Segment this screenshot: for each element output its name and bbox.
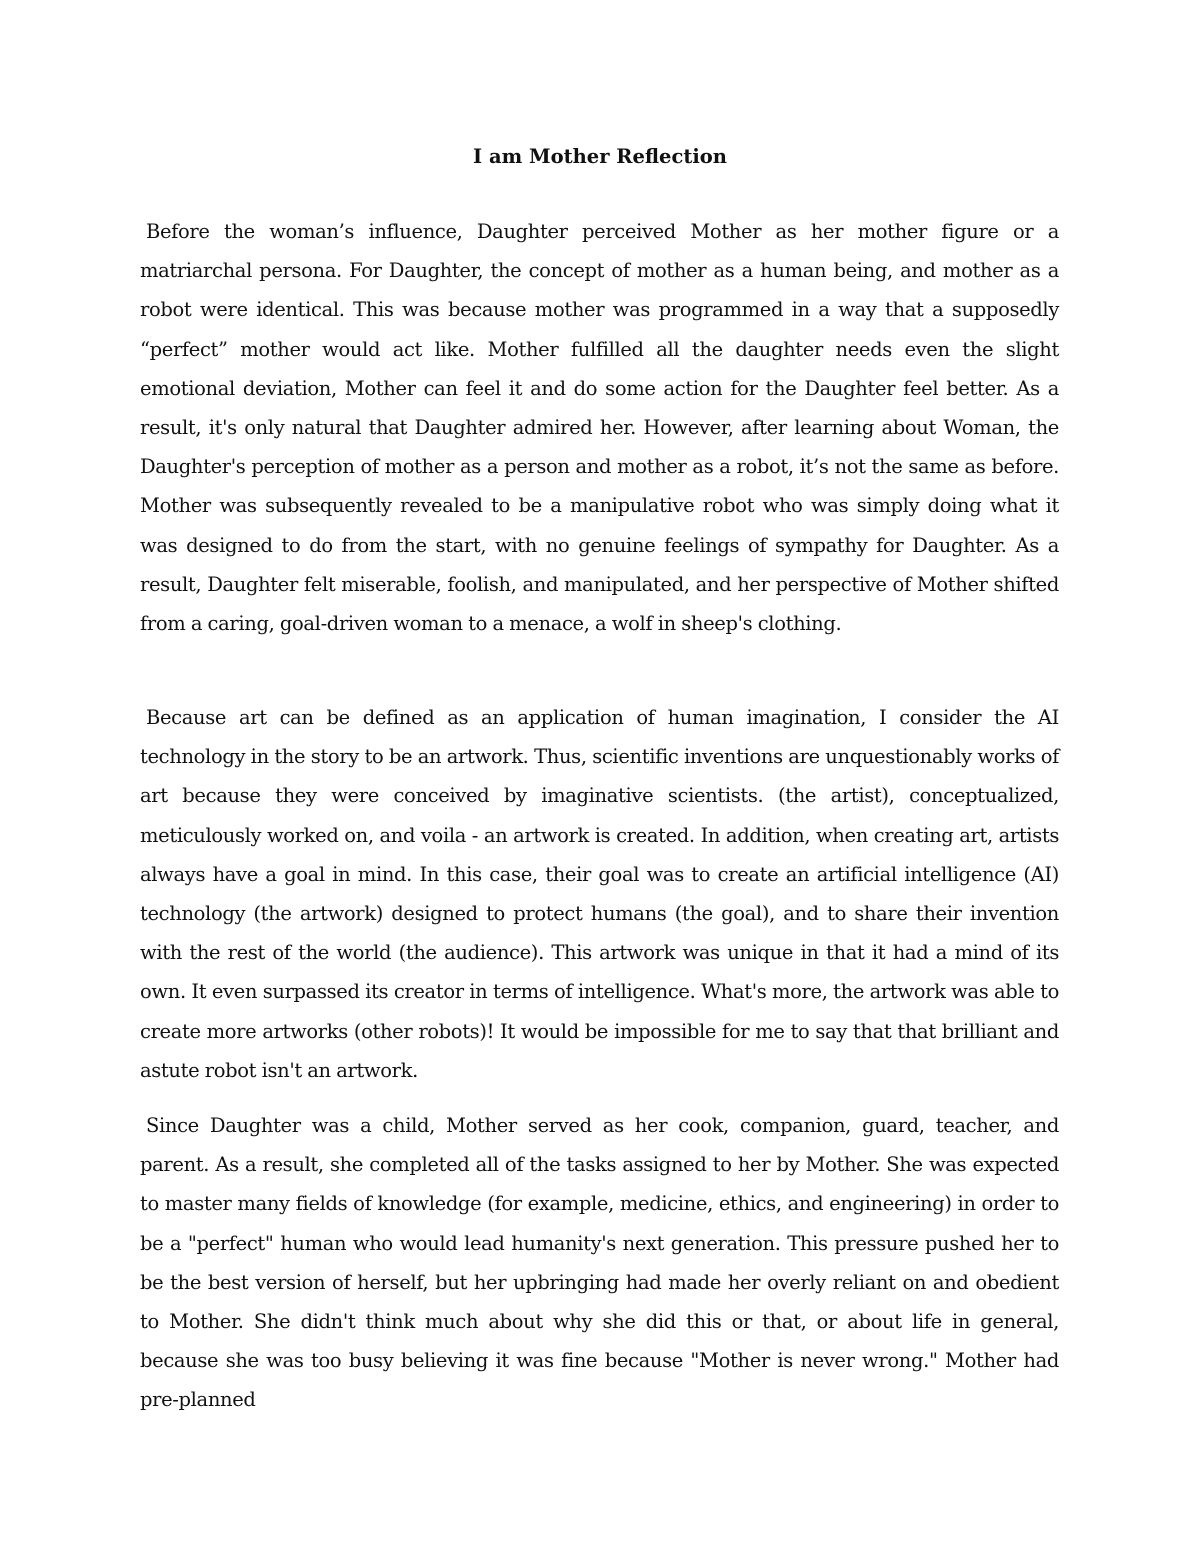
paragraph-2: Because art can be defined as an application of human imagination, I consider the AI technology in the story to be an artwork. Thus, scientific inventions are unquestionably works of art because they were conceived by imaginative scientists. (the artist), conceptualized, meticulously worked on, and voila - an artwork is created. In addition, when creating art, artists always have a goal in mind. In this case, their goal was to create an artificial intelligence (AI) technology (the artwork) designed to protect humans (the goal), and to share their invention with the rest of the world (the audience). This artwork was unique in that it had a mind of its own. It even surpassed its creator in terms of intelligence. What's more, the artwork was able to create more artworks (other robots)! It would be impossible for me to say that that brilliant and astute robot isn't an artwork.: [140, 706, 1059, 1082]
paragraph-1: Before the woman’s influence, Daughter perceived Mother as her mother figure or a matriarchal persona. For Daughter, the concept of mother as a human being, and mother as a robot were identical. This was because mother was programmed in a way that a supposedly “perfect” mother would act like. Mother fulfilled all the daughter needs even the slight emotional deviation, Mother can feel it and do some action for the Daughter feel better. As a result, it's only natural that Daughter admired her. However, after learning about Woman, the Daughter's perception of mother as a person and mother as a robot, it’s not the same as before. Mother was subsequently revealed to be a manipulative robot who was simply doing what it was designed to do from the start, with no genuine feelings of sympathy for Daughter. As a result, Daughter felt miserable, foolish, and manipulated, and her perspective of Mother shifted from a caring, goal-driven woman to a menace, a wolf in sheep's clothing.: [140, 220, 1059, 636]
document-title: I am Mother Reflection: [473, 145, 727, 168]
paragraph-3: Since Daughter was a child, Mother served as her cook, companion, guard, teacher, and parent. As a result, she completed all of the tasks assigned to her by Mother. She was expected to master many fields of knowledge (for example, medicine, ethics, and engineering) in order to be a "perfect" human who would lead humanity's next generation. This pressure pushed her to be the best version of herself, but her upbringing had made her overly reliant on and obedient to Mother. She didn't think much about why she did this or that, or about life in general, because she was too busy believing it was fine because "Mother is never wrong." Mother had pre-planned: [140, 1114, 1059, 1412]
